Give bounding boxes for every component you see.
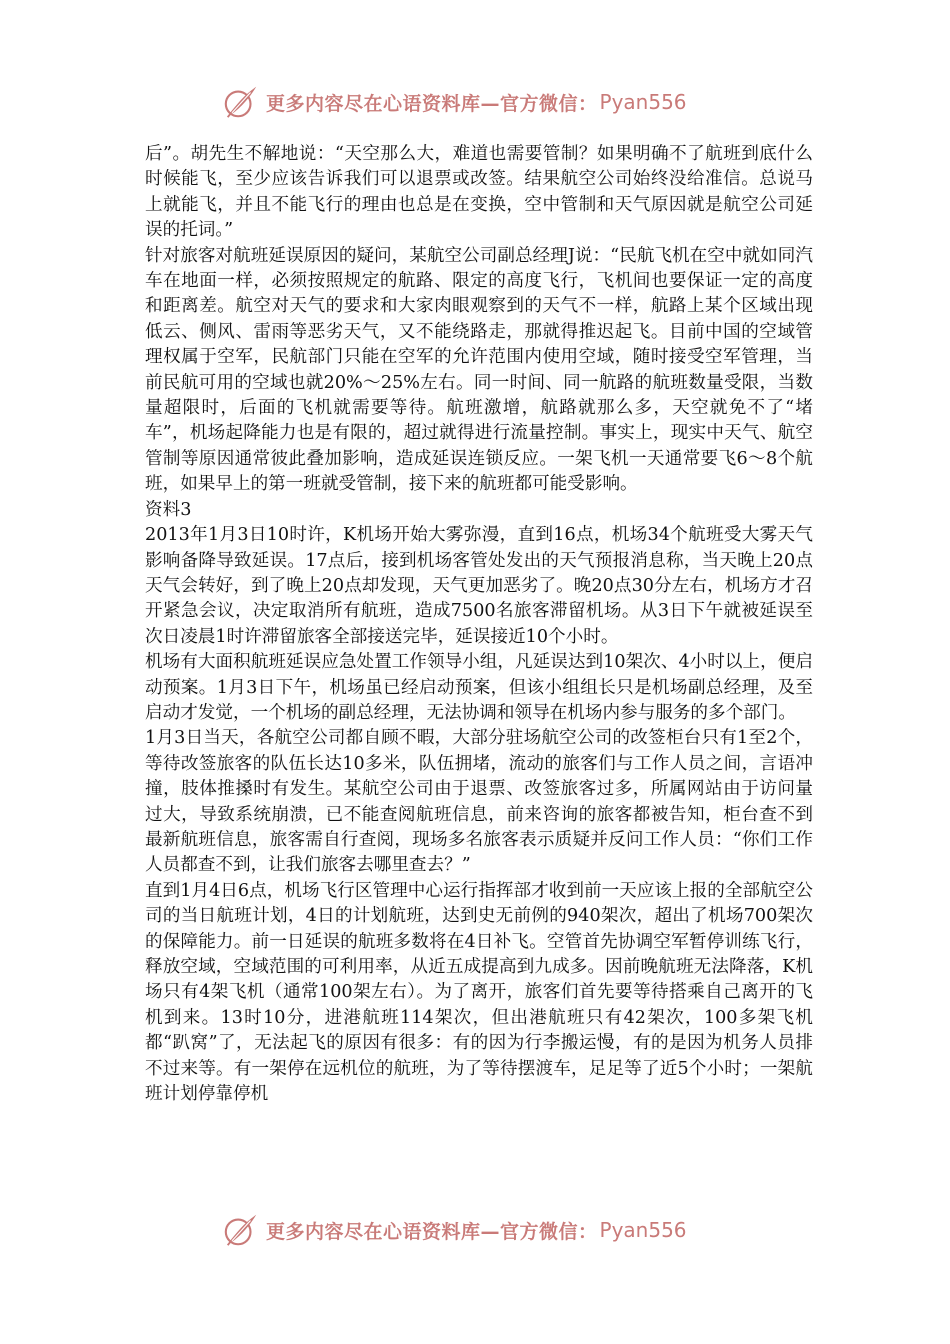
paragraph-3: 2013年1月3日10时许，K机场开始大雾弥漫，直到16点，机场34个航班受大雾天气影响备降导致延误。17点后，接到机场客管处发出的天气预报消息称，当天晚上20点天气会转好，到了晚上20点却发现，天气更加恶劣了。晚20点30分左右，机场方才召开紧急会议，决定取消所有航班，造成7500名旅客滞留机场。从3日下午就被延误至次日凌晨1时许滞留旅客全部接送完毕，延误接近10个小时。	[145, 525, 813, 647]
paragraph-5: 1月3日当天，各航空公司都自顾不暇，大部分驻场航空公司的改签柜台只有1至2个，等待改签旅客的队伍长达10多米，队伍拥堵，流动的旅客们与工作人员之间，言语冲撞，肢体推搡时有发生。某航空公司由于退票、改签旅客过多，所属网站由于访问量过大，导致系统崩溃，已不能查阅航班信息，前来咨询的旅客都被告知，柜台查不到最新航班信息，旅客需自行查阅，现场多名旅客表示质疑并反问工作人员：“你们工作人员都查不到，让我们旅客去哪里查去？”	[145, 728, 813, 876]
feather-pen-logo-icon	[222, 1211, 260, 1249]
document-body	[145, 142, 813, 1107]
footer-watermark	[222, 1208, 687, 1252]
watermark-text: 更多内容尽在心语资料库—官方微信：	[266, 1220, 598, 1243]
watermark-text: 更多内容尽在心语资料库—官方微信：	[266, 92, 598, 115]
paragraph-6: 直到1月4日6点，机场飞行区管理中心运行指挥部才收到前一天应该上报的全部航空公司的当日航班计划，4日的计划航班，达到史无前例的940架次，超出了机场700架次的保障能力。前一日延误的航班多数将在4日补飞。空管首先协调空军暂停训练飞行，释放空域，空域范围的可利用率，从近五成提高到九成多。因前晚航班无法降落，K机场只有4架飞机（通常100架左右）。为了离开，旅客们首先要等待搭乘自己离开的飞机到来。13时10分，进港航班114架次，但出港航班只有42架次，100多架飞机都“趴窝”了，无法起飞的原因有很多：有的因为行李搬运慢，有的是因为机务人员排不过来等。有一架停在远机位的航班，为了等待摆渡车，足足等了近5个小时；一架航班计划停靠停机	[145, 880, 813, 1105]
watermark-wechat-id: Pyan556	[599, 1218, 687, 1242]
paragraph-4: 机场有大面积航班延误应急处置工作领导小组，凡延误达到10架次、4小时以上，便启动预案。1月3日下午，机场虽已经启动预案，但该小组组长只是机场副总经理，及至启动才发觉，一个机场的副总经理，无法协调和领导在机场内参与服务的多个部门。	[145, 652, 813, 723]
feather-pen-logo-icon	[222, 83, 260, 121]
paragraph-1: 后”。胡先生不解地说：“天空那么大，难道也需要管制？如果明确不了航班到底什么时候能飞，至少应该告诉我们可以退票或改签。结果航空公司始终没给准信。总说马上就能飞，并且不能飞行的理由也总是在变换，空中管制和天气原因就是航空公司延误的托词。”	[145, 144, 813, 241]
header-watermark	[222, 80, 687, 124]
paragraph-2: 针对旅客对航班延误原因的疑问，某航空公司副总经理J说：“民航飞机在空中就如同汽车在地面一样，必须按照规定的航路、限定的高度飞行，飞机间也要保证一定的高度和距离差。航空对天气的要求和大家肉眼观察到的天气不一样，航路上某个区域出现低云、侧风、雷雨等恶劣天气，又不能绕路走，那就得推迟起飞。目前中国的空域管理权属于空军，民航部门只能在空军的允许范围内使用空域，随时接受空军管理，当前民航可用的空域也就20%～25%左右。同一时间、同一航路的航班数量受限，当数量超限时，后面的飞机就需要等待。航班激增，航路就那么多，天空就免不了“堵车”，机场起降能力也是有限的，超过就得进行流量控制。事实上，现实中天气、航空管制等原因通常彼此叠加影响，造成延误连锁反应。一架飞机一天通常要飞6～8个航班，如果早上的第一班就受管制，接下来的航班都可能受影响。	[145, 245, 813, 495]
section-heading-material-3: 资料3	[145, 499, 192, 520]
watermark-wechat-id: Pyan556	[599, 90, 687, 114]
